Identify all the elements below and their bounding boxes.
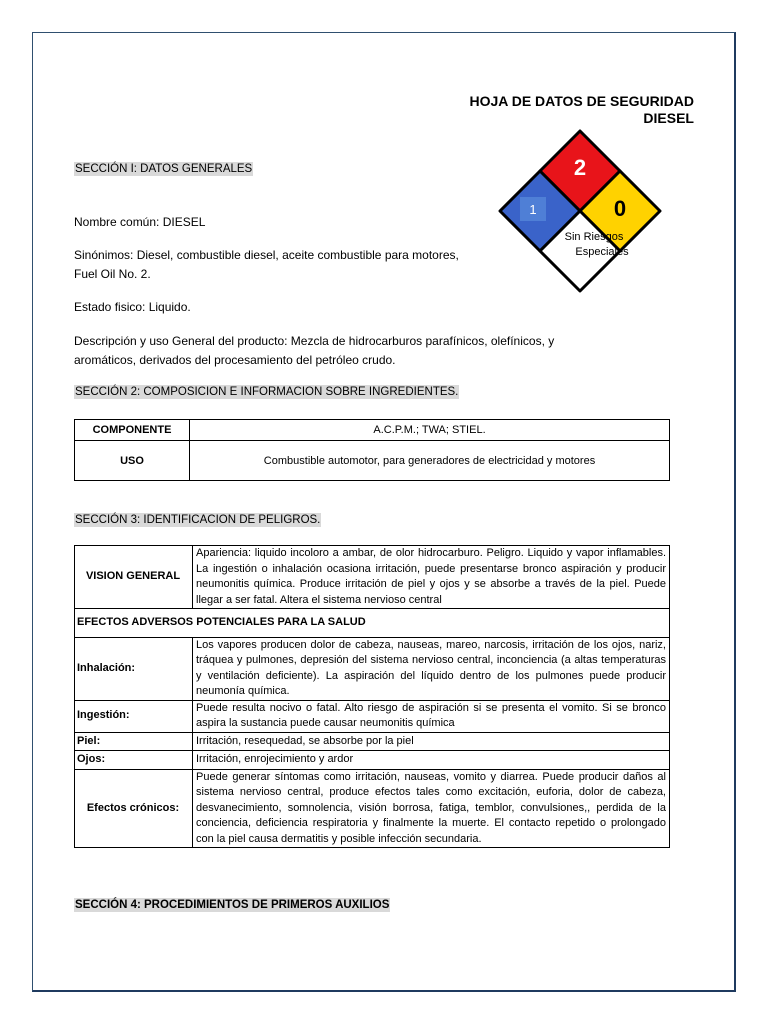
use-label: USO — [75, 441, 190, 481]
table-row — [75, 637, 670, 700]
section-2-heading: SECCIÓN 2: COMPOSICION E INFORMACION SOBRE INGREDIENTES. — [75, 386, 459, 398]
general-view-text: Apariencia: liquido incoloro a ambar, de olor hidrocarburo. Peligro. Liquido y vapor inflamables. La ingestión o inhalación ocasiona irritación, puede presentarse bronco aspiración y producir neumonitis química. Produce irritación de piel y ojos y se absorbe a través de la piel. Puede llegar a ser fatal. Altera el sistema nervioso central — [193, 546, 670, 609]
section-4-heading: SECCIÓN 4: PROCEDIMIENTOS DE PRIMEROS AUXILIOS — [75, 899, 390, 911]
table-row — [75, 420, 670, 441]
table-row — [75, 751, 670, 770]
composition-table — [74, 419, 670, 481]
physical-state: Estado fisico: Liquido. — [74, 300, 191, 314]
ingestion-label: Ingestión: — [75, 700, 193, 732]
synonyms-line-2: Fuel Oil No. 2. — [74, 267, 151, 281]
special-line-2: Especiales — [575, 246, 629, 258]
use-value: Combustible automotor, para generadores de electricidad y motores — [190, 441, 670, 481]
ingestion-text: Puede resulta nocivo o fatal. Alto riesgo de aspiración si se presenta el vomito. Si se bronco aspira la sustancia puede causar neumonitis química — [193, 700, 670, 732]
nfpa-diamond — [494, 125, 666, 297]
synonyms — [74, 246, 459, 284]
health-effects-heading: EFECTOS ADVERSOS POTENCIALES PARA LA SALUD — [75, 609, 670, 638]
table-row — [75, 732, 670, 751]
document-title — [469, 93, 694, 127]
chronic-effects-label: Efectos crónicos: — [75, 769, 193, 848]
flammability-rating: 2 — [573, 155, 587, 180]
section-1-heading: SECCIÓN I: DATOS GENERALES — [75, 163, 253, 175]
synonyms-line-1: Sinónimos: Diesel, combustible diesel, aceite combustible para motores, — [74, 248, 459, 262]
skin-text: Irritación, resequedad, se absorbe por la piel — [193, 732, 670, 751]
special-line-1: Sin Riesgos — [564, 231, 624, 243]
common-name: Nombre común: DIESEL — [74, 215, 206, 229]
table-row — [75, 441, 670, 481]
component-value: A.C.P.M.; TWA; STIEL. — [190, 420, 670, 441]
table-row — [75, 609, 670, 638]
chronic-effects-text: Puede generar síntomas como irritación, nauseas, vomito y diarrea. Puede producir daños al sistema nervioso central, produce efectos tales como excitación, euforia, dolor de cabeza, desvanecimiento, somnolencia, visión borrosa, fatiga, temblor, convulsiones,, perdida de la conciencia, deficiencia respiratoria y finalmente la muerte. El contacto repetido o prolongado con la piel causa dermatitis y posible infección secundaria. — [193, 769, 670, 848]
product-description — [74, 332, 554, 370]
description-line-1: Descripción y uso General del producto: Mezcla de hidrocarburos parafínicos, olefínicos, y — [74, 334, 555, 348]
table-row — [75, 546, 670, 609]
hazards-table — [74, 545, 670, 848]
table-row — [75, 700, 670, 732]
table-row — [75, 769, 670, 848]
section-3-heading: SECCIÓN 3: IDENTIFICACION DE PELIGROS. — [75, 514, 321, 526]
title-line-2: DIESEL — [643, 109, 694, 126]
general-view-label: VISION GENERAL — [75, 546, 193, 609]
title-line-1: HOJA DE DATOS DE SEGURIDAD — [469, 93, 694, 109]
reactivity-rating: 0 — [613, 196, 627, 221]
inhalation-text: Los vapores producen dolor de cabeza, nauseas, mareo, narcosis, irritación de los ojos, nariz, tráquea y pulmones, depresión del sistema nervioso central, inconciencia (a altas temperaturas y ventilación deficiente). La aspiración del líquido dentro de los pulmones puede producir neumonía química. — [193, 637, 670, 700]
eyes-label: Ojos: — [75, 751, 193, 770]
skin-label: Piel: — [75, 732, 193, 751]
inhalation-label: Inhalación: — [75, 637, 193, 700]
eyes-text: Irritación, enrojecimiento y ardor — [193, 751, 670, 770]
description-line-2: aromáticos, derivados del procesamiento del petróleo crudo. — [74, 353, 396, 367]
component-label: COMPONENTE — [75, 420, 190, 441]
nfpa-diamond-graphic — [494, 125, 666, 297]
health-rating: 1 — [529, 202, 537, 217]
